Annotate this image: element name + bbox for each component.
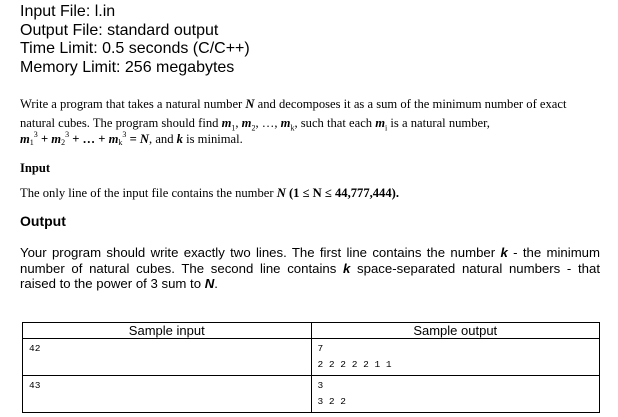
memory-limit-label: Memory Limit: 256 megabytes xyxy=(20,58,235,76)
sample-input-header: Sample input xyxy=(23,323,312,339)
problem-header xyxy=(20,3,250,77)
input-heading: Input xyxy=(20,161,51,175)
var-N: N xyxy=(245,97,255,111)
output-text: . xyxy=(214,276,218,291)
statement-text: , xyxy=(235,116,242,130)
statement-text: is a natural number, xyxy=(387,116,490,130)
sample-output-line: 3 2 2 xyxy=(317,396,347,407)
input-file-label: Input File: l.in xyxy=(20,3,116,20)
eq-text: , and xyxy=(149,132,177,146)
statement-text: Write a program that takes a natural number xyxy=(20,97,246,111)
eq-plus: + … + xyxy=(69,132,109,146)
eq-k: k xyxy=(176,132,183,146)
table-row xyxy=(23,376,600,413)
eq-exp-k: 3 xyxy=(122,130,127,139)
sample-output-line: 3 xyxy=(317,380,324,391)
sample-input-value: 42 xyxy=(29,343,41,354)
samples-table xyxy=(22,322,600,413)
statement-text: and decomposes it as a sum of the minimum number of exact natural cubes. The program should find xyxy=(20,97,567,130)
sample-output-cell xyxy=(311,376,600,413)
output-heading: Output xyxy=(20,213,66,229)
var-k: k xyxy=(500,245,508,260)
output-file-label: Output File: standard output xyxy=(20,21,219,39)
sample-input-value: 43 xyxy=(29,380,41,391)
sample-output-line: 2 2 2 2 2 1 1 xyxy=(317,359,392,370)
var-k: k xyxy=(343,260,351,276)
output-text: Your program should write exactly two lines. The first line contains the number xyxy=(20,245,501,260)
var-mk: m xyxy=(280,116,291,130)
eq-sub-2: 2 xyxy=(61,138,66,147)
eq-N: N xyxy=(139,132,150,146)
sample-output-line: 7 xyxy=(317,343,324,354)
sub-k: k xyxy=(290,123,295,133)
input-text: The only line of the input file contains the number xyxy=(20,186,277,200)
eq-m1: m xyxy=(20,132,30,146)
var-m1: m xyxy=(221,116,232,130)
statement-text: , such that each xyxy=(294,116,376,130)
eq-mk: m xyxy=(108,132,119,146)
eq-sub-1: 1 xyxy=(29,138,34,147)
eq-exp-1: 3 xyxy=(33,130,38,139)
eq-exp-2: 3 xyxy=(65,130,70,139)
eq-m2: m xyxy=(51,132,62,146)
sample-output-cell xyxy=(311,339,600,376)
sample-input-cell xyxy=(23,339,312,376)
sub-i: i xyxy=(385,123,388,133)
sample-input-cell xyxy=(23,376,312,413)
equation xyxy=(20,130,243,147)
eq-sub-k: k xyxy=(118,138,123,147)
var-m2: m xyxy=(241,116,252,130)
var-N: N xyxy=(276,186,286,200)
time-limit-label: Time Limit: 0.5 seconds (C/C++) xyxy=(20,40,250,57)
eq-text: is minimal. xyxy=(182,132,243,146)
output-text: - the minimum number of natural cubes. The second line contains xyxy=(20,245,600,276)
sub-1: 1 xyxy=(231,123,236,133)
statement-text: , …, xyxy=(255,116,281,130)
table-row xyxy=(23,339,600,376)
output-text: space-separated natural numbers - that raised to the power of 3 sum to xyxy=(20,260,601,291)
var-mi: m xyxy=(375,116,386,130)
input-description xyxy=(20,186,399,201)
output-description xyxy=(20,245,600,292)
eq-plus: + xyxy=(37,132,52,146)
table-header-row xyxy=(23,323,600,339)
eq-equals: = xyxy=(126,132,140,146)
var-N: N xyxy=(204,276,215,291)
sample-output-header: Sample output xyxy=(311,323,600,339)
input-range: (1 ≤ N ≤ 44,777,444). xyxy=(285,186,399,200)
sub-2: 2 xyxy=(251,123,256,133)
